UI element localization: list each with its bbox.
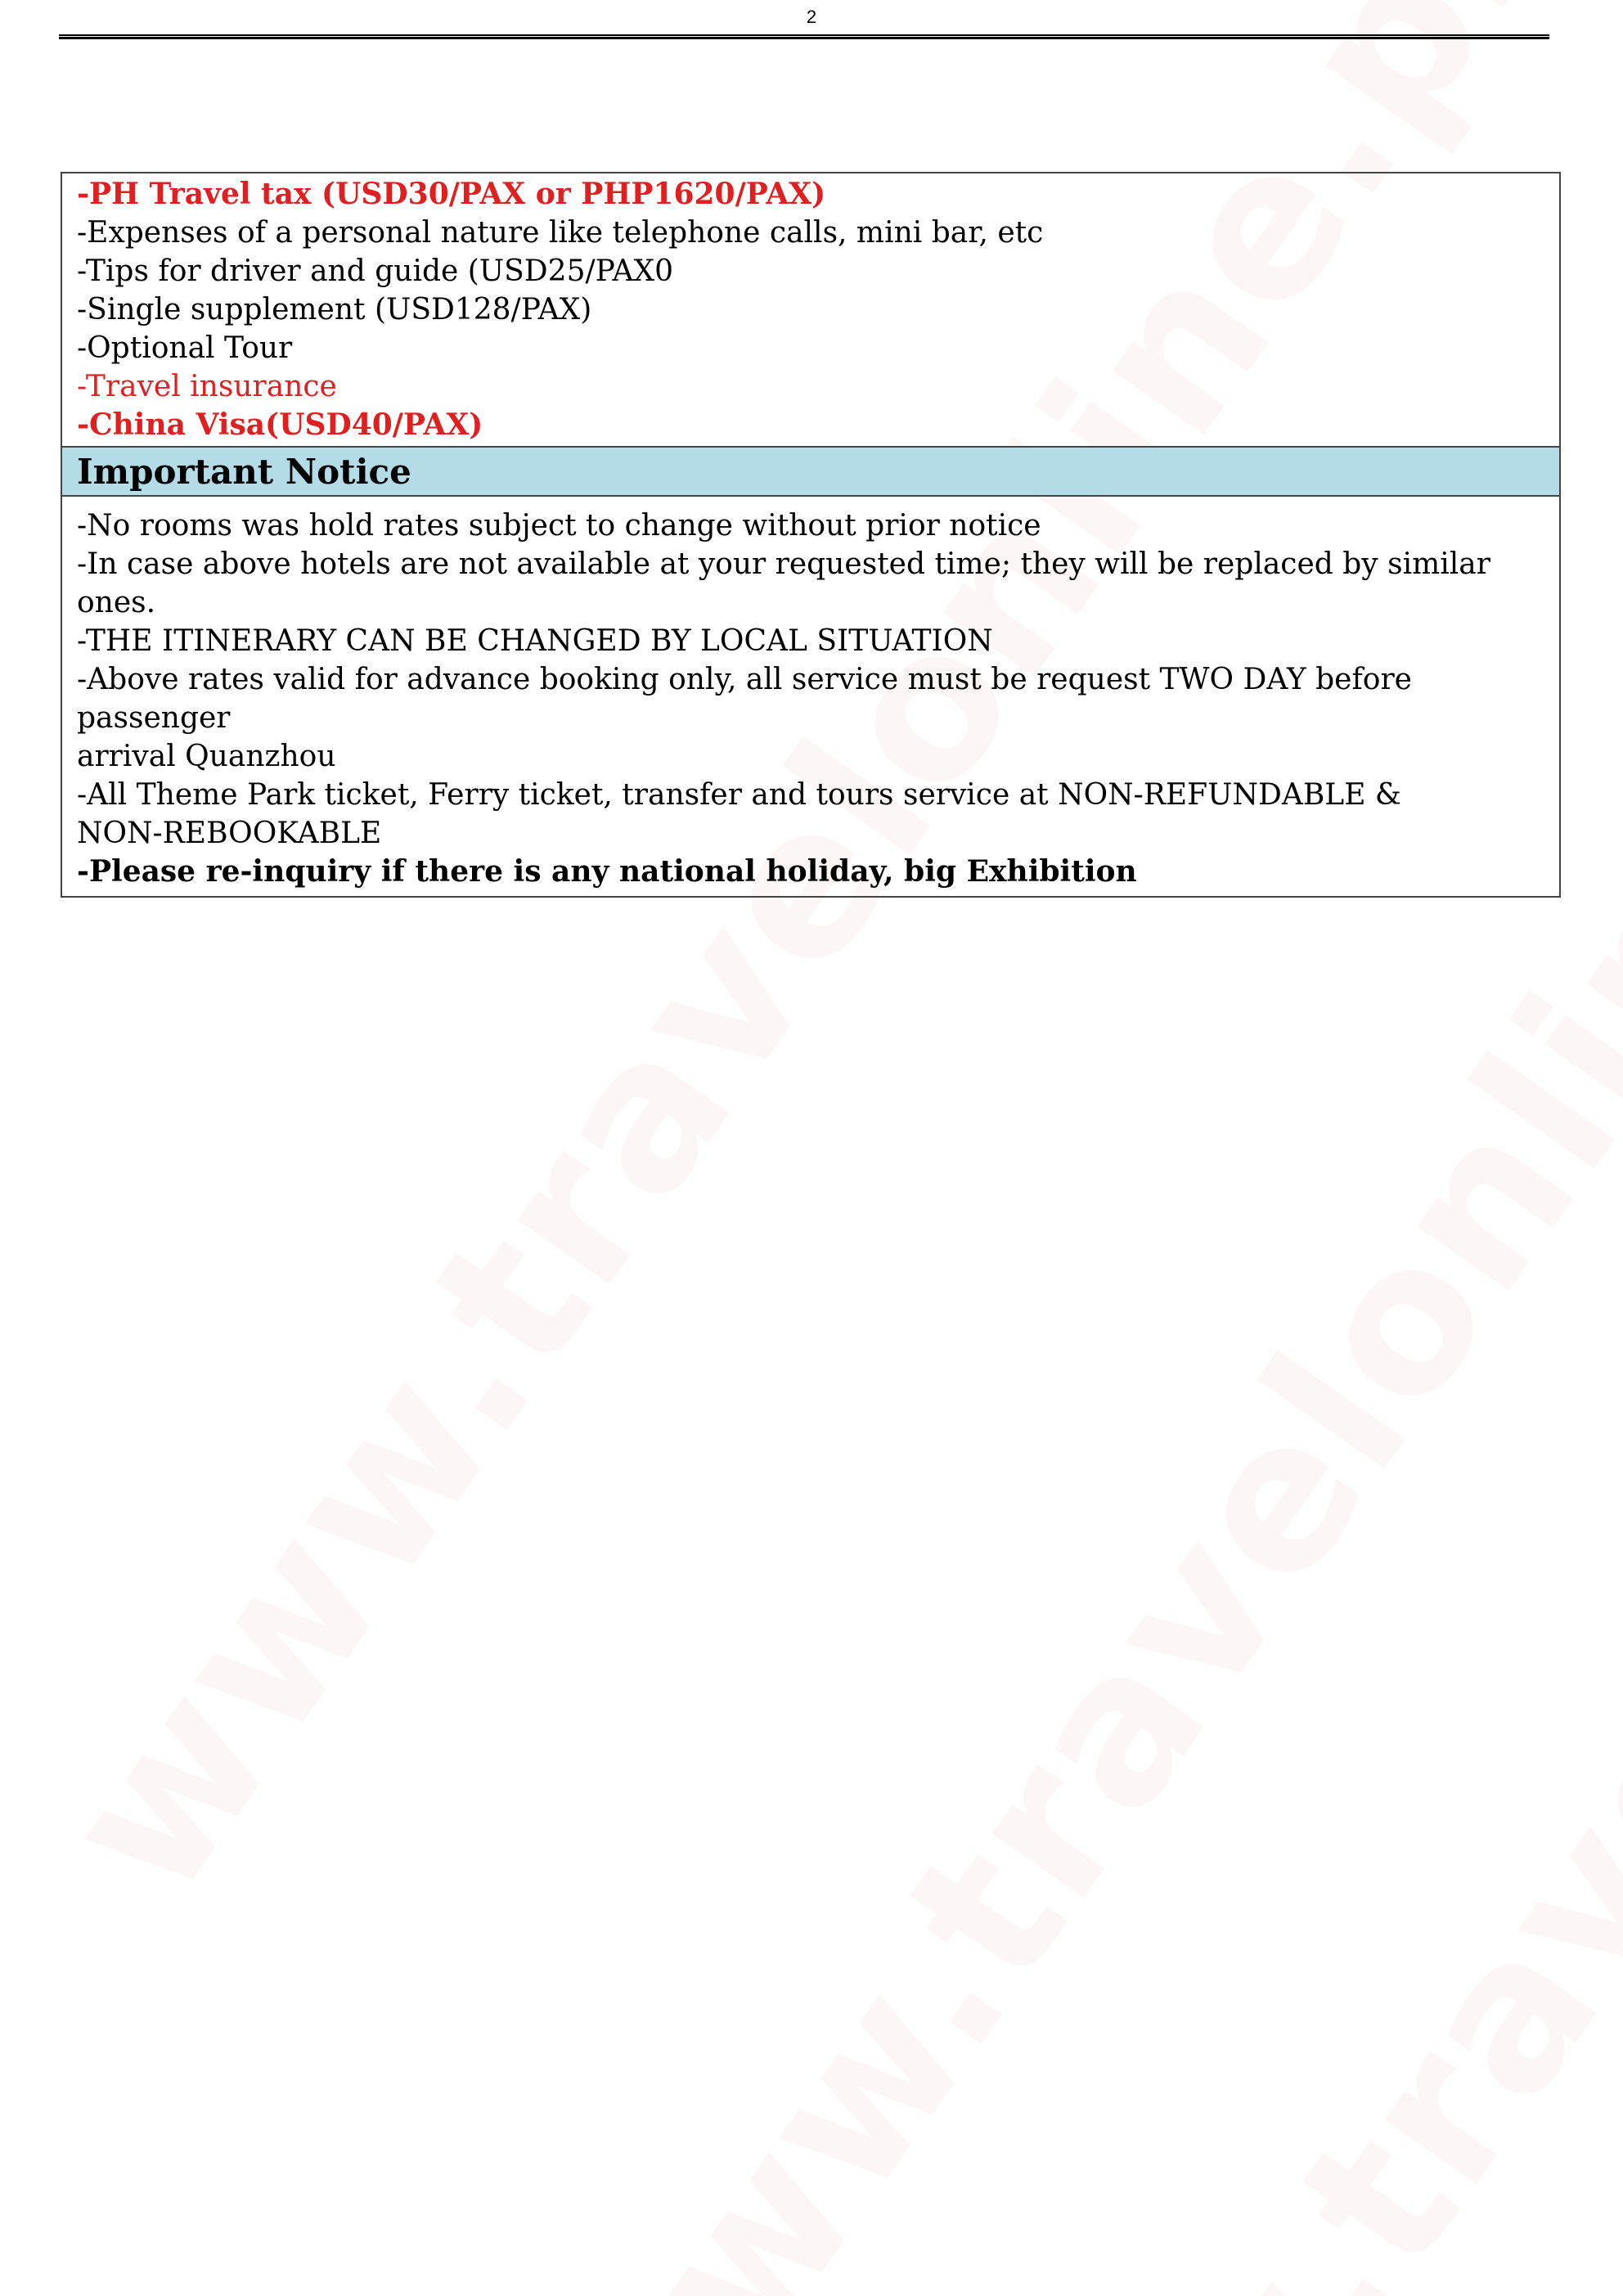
exclusion-item: -Expenses of a personal nature like telephone calls, mini bar, etc <box>77 216 1044 250</box>
exclusions-cell <box>62 173 1559 446</box>
watermark-text <box>883 691 1623 2296</box>
notice-line: -In case above hotels are not available at your requested time; they will be replaced by similar ones. <box>77 547 1490 619</box>
header-double-rule <box>59 34 1549 39</box>
notice-line: -Please re-inquiry if there is any national holiday, big Exhibition <box>77 854 1137 889</box>
notice-line: arrival Quanzhou <box>77 740 336 773</box>
important-notice-heading: Important Notice <box>62 446 1559 497</box>
important-notice-cell <box>62 497 1559 896</box>
exclusion-item: -PH Travel tax (USD30/PAX or PHP1620/PAX) <box>77 177 826 211</box>
exclusion-item: -China Visa(USD40/PAX) <box>77 407 483 442</box>
page-number: 2 <box>806 7 817 27</box>
notice-line: -All Theme Park ticket, Ferry ticket, transfer and tours service at NON-REFUNDABLE & <box>77 778 1401 812</box>
exclusion-item: -Single supplement (USD128/PAX) <box>77 293 592 326</box>
exclusion-item: -Travel insurance <box>77 370 337 403</box>
notice-line: NON-REBOOKABLE <box>77 817 382 850</box>
terms-table <box>61 172 1561 898</box>
notice-line: -Above rates valid for advance booking only, all service must be request TWO DAY before passenger <box>77 663 1412 735</box>
notice-line: -THE ITINERARY CAN BE CHANGED BY LOCAL SITUATION <box>77 624 993 658</box>
exclusion-item: -Optional Tour <box>77 331 293 365</box>
notice-line: -No rooms was hold rates subject to change without prior notice <box>77 509 1041 542</box>
exclusion-item: -Tips for driver and guide (USD25/PAX0 <box>77 254 674 288</box>
